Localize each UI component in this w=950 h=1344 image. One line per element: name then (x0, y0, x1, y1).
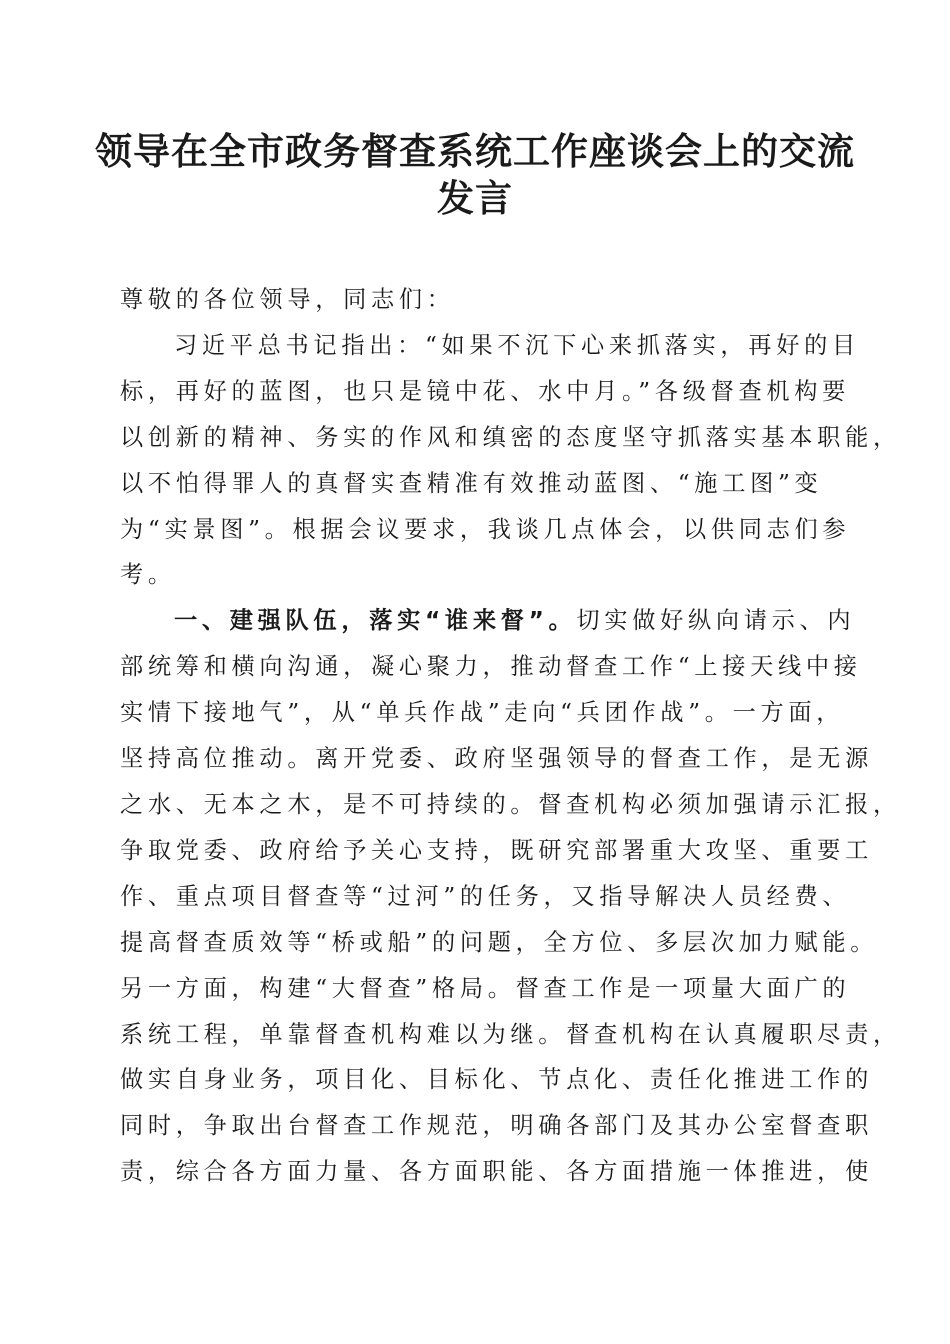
paragraph-line: 以不怕得罪人的真督实查精准有效推动蓝图、“施工图”变 (120, 469, 823, 497)
title-line-2: 发言 (437, 177, 513, 220)
salutation-line: 尊敬的各位领导，同志们： (120, 286, 455, 313)
paragraph-line: 作、重点项目督查等“过河”的任务，又指导解决人员经费、 (120, 882, 851, 910)
paragraph-line: 考。 (120, 561, 176, 589)
paragraph-1 (120, 323, 901, 598)
salutation (120, 277, 835, 323)
paragraph-line: 习近平总书记指出：“如果不沉下心来抓落实，再好的目 (174, 331, 860, 359)
paragraph-line: 之水、无本之木，是不可持续的。督查机构必须加强请示汇报， (120, 790, 901, 818)
paragraph-line: 同时，争取出台督查工作规范，明确各部门及其办公室督查职 (120, 1112, 873, 1140)
paragraph-line: 做实自身业务，项目化、目标化、节点化、责任化推进工作的 (120, 1066, 873, 1094)
document-title (90, 128, 860, 222)
paragraph-line: 责，综合各方面力量、各方面职能、各方面措施一体推进，使 (120, 1158, 873, 1186)
paragraph-line: 实情下接地气”，从“单兵作战”走向“兵团作战”。一方面， (120, 699, 845, 727)
paragraph-line: 另一方面，构建“大督查”格局。督查工作是一项量大面广的 (120, 974, 851, 1002)
title-line-1: 领导在全市政务督查系统工作座谈会上的交流 (95, 130, 855, 173)
paragraph-line: 为“实景图”。根据会议要求，我谈几点体会，以供同志们参 (120, 515, 851, 543)
paragraph-line: 系统工程，单靠督查机构难以为继。督查机构在认真履职尽责， (120, 1020, 901, 1048)
paragraph-line: 争取党委、政府给予关心支持，既研究部署重大攻坚、重要工 (120, 836, 873, 864)
paragraph-line: 坚持高位推动。离开党委、政府坚强领导的督查工作，是无源 (120, 745, 873, 773)
paragraph-line: 标，再好的蓝图，也只是镜中花、水中月。”各级督查机构要 (120, 377, 851, 405)
section-1 (120, 598, 901, 1195)
paragraph-line: 部统筹和横向沟通，凝心聚力，推动督查工作“上接天线中接 (120, 653, 862, 681)
section-1-first-line (120, 598, 856, 644)
section-1-first-line-text: 切实做好纵向请示、内 (576, 607, 856, 635)
paragraph-line: 以创新的精神、务实的作风和缜密的态度坚守抓落实基本职能， (120, 423, 901, 451)
document-body (120, 277, 901, 1195)
paragraph-line: 提高督查质效等“桥或船”的问题，全方位、多层次加力赋能。 (120, 928, 879, 956)
section-1-heading: 一、建强队伍，落实“谁来督”。 (174, 607, 577, 635)
